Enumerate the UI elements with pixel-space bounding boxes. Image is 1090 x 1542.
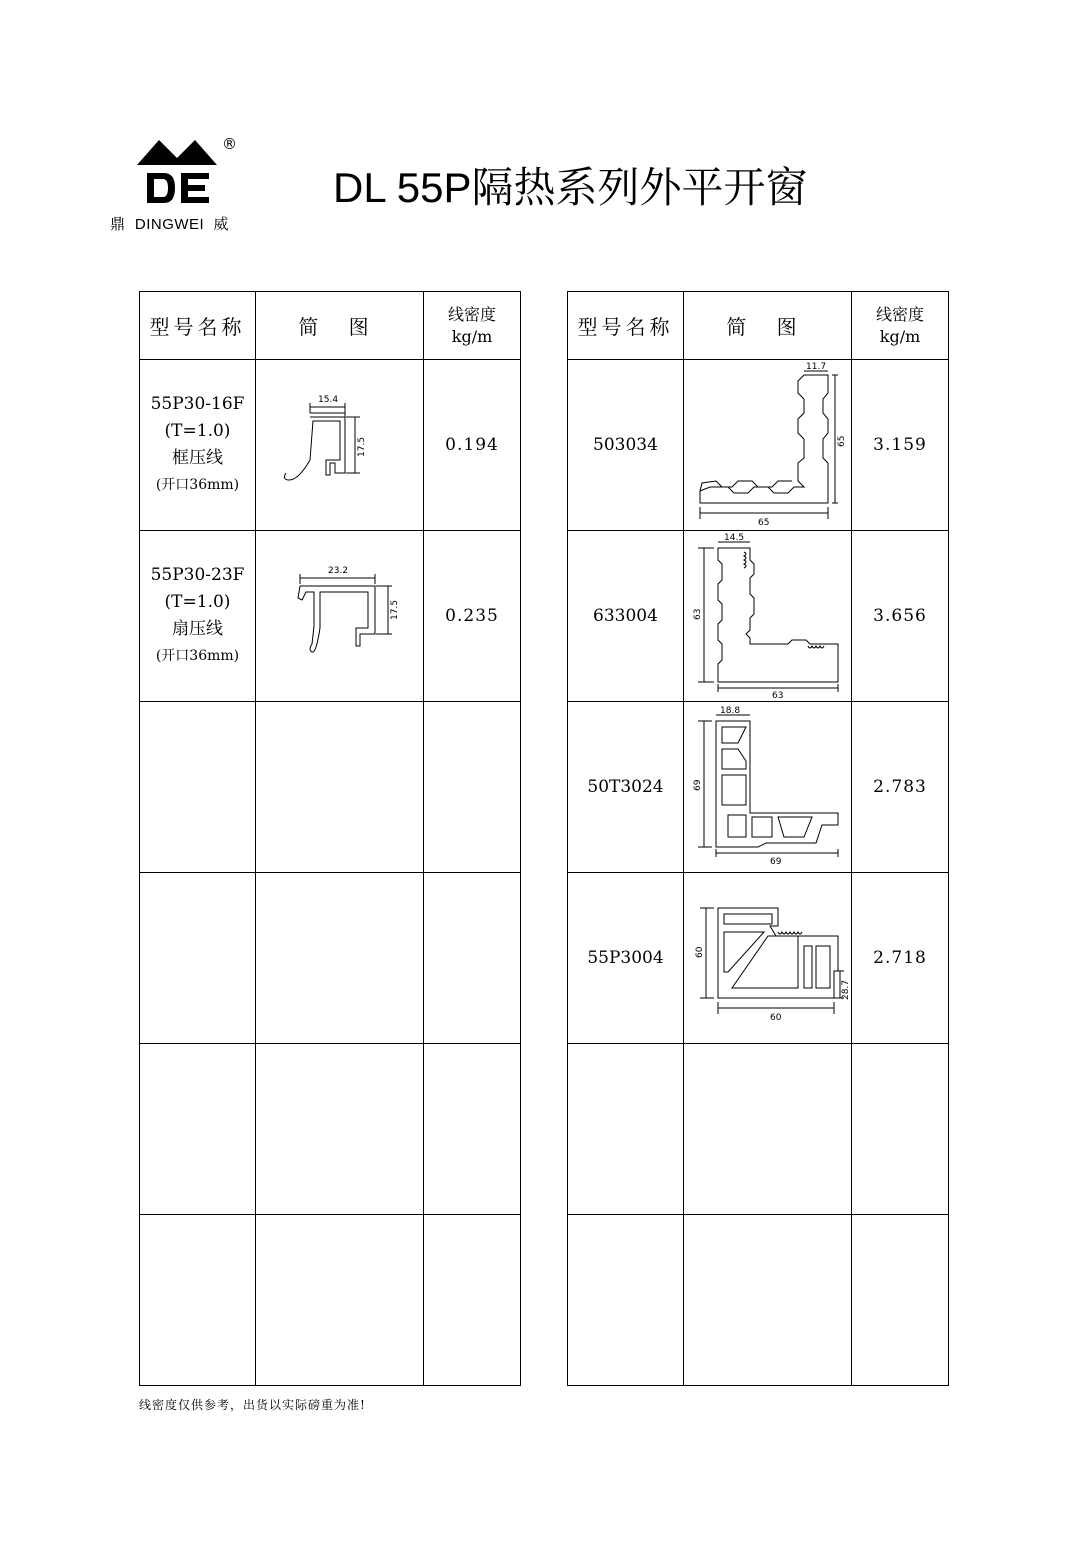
profile-55p3004-drawing (688, 876, 851, 1041)
svg-text:18.8: 18.8 (719, 705, 740, 716)
header-model-name: 型号名称 (140, 292, 256, 360)
profile-633004-drawing (688, 534, 848, 699)
table-row (568, 873, 949, 1044)
model-cell: 503034 (568, 360, 684, 531)
profile-drawing-cell (256, 360, 424, 531)
left-spec-table (139, 291, 521, 1386)
model-cell: 55P3004 (568, 873, 684, 1044)
profile-drawing-cell (256, 1044, 424, 1215)
dingwei-logo-icon (137, 138, 217, 208)
footnote: 线密度仅供参考，出货以实际磅重为准! (139, 1398, 366, 1412)
density-cell: 0.194 (424, 360, 521, 531)
page-title: DL 55P隔热系列外平开窗 (333, 164, 808, 211)
model-cell (140, 1044, 256, 1215)
svg-text:60: 60 (694, 946, 705, 958)
table-row (140, 360, 521, 531)
profile-drawing-cell (684, 873, 852, 1044)
right-spec-table (567, 291, 949, 1386)
table-row (568, 1215, 949, 1386)
density-cell: 3.159 (852, 360, 949, 531)
density-cell: 0.235 (424, 531, 521, 702)
profile-drawing-cell (684, 702, 852, 873)
profile-503034-drawing (688, 363, 848, 528)
svg-text:63: 63 (771, 690, 783, 701)
table-row (568, 531, 949, 702)
svg-text:69: 69 (692, 779, 703, 791)
header-model-name: 型号名称 (568, 292, 684, 360)
model-cell (140, 1215, 256, 1386)
table-row (140, 531, 521, 702)
svg-text:15.4: 15.4 (317, 395, 338, 405)
svg-text:14.5: 14.5 (723, 532, 744, 543)
density-cell (424, 1044, 521, 1215)
model-cell: 50T3024 (568, 702, 684, 873)
profile-drawing-cell (684, 531, 852, 702)
svg-text:17.5: 17.5 (356, 436, 367, 457)
table-row (140, 1044, 521, 1215)
logo-caption: 鼎 DINGWEI 威 (110, 216, 230, 233)
table-row (568, 702, 949, 873)
profile-drawing-cell (684, 1044, 852, 1215)
density-cell: 2.718 (852, 873, 949, 1044)
svg-text:65: 65 (836, 435, 847, 447)
table-header-row (140, 292, 521, 360)
model-cell: 55P30-23F (T=1.0) 扇压线 (开口36mm) (140, 531, 256, 702)
density-cell (852, 1215, 949, 1386)
svg-text:63: 63 (692, 608, 703, 620)
brand-logo (110, 135, 250, 235)
profile-drawing-cell (256, 531, 424, 702)
density-cell (852, 1044, 949, 1215)
header-density: 线密度 kg/m (852, 292, 949, 360)
table-row (140, 702, 521, 873)
header-drawing: 简 图 (684, 292, 852, 360)
table-row (568, 360, 949, 531)
profile-drawing-cell (684, 1215, 852, 1386)
profile-drawing-cell (256, 873, 424, 1044)
profile-drawing-cell (256, 702, 424, 873)
svg-text:11.7: 11.7 (805, 361, 826, 372)
profile-50t3024-drawing (688, 705, 848, 870)
density-cell: 2.783 (852, 702, 949, 873)
model-cell: 55P30-16F (T=1.0) 框压线 (开口36mm) (140, 360, 256, 531)
svg-text:28.7: 28.7 (840, 979, 851, 1000)
svg-text:65: 65 (757, 517, 769, 528)
svg-text:23.2: 23.2 (327, 566, 348, 576)
model-cell (568, 1215, 684, 1386)
svg-text:17.5: 17.5 (389, 599, 400, 620)
svg-text:69: 69 (769, 856, 781, 867)
profile-drawing-cell (684, 360, 852, 531)
profile-drawing-cell (256, 1215, 424, 1386)
model-cell (568, 1044, 684, 1215)
header-drawing: 简 图 (256, 292, 424, 360)
model-cell (140, 873, 256, 1044)
table-row (568, 1044, 949, 1215)
density-cell (424, 702, 521, 873)
profile-55p30-16f-drawing (280, 385, 400, 505)
density-cell: 3.656 (852, 531, 949, 702)
svg-text:60: 60 (769, 1012, 781, 1023)
profile-55p30-23f-drawing (280, 556, 400, 676)
density-cell (424, 873, 521, 1044)
header-density: 线密度 kg/m (424, 292, 521, 360)
model-cell: 633004 (568, 531, 684, 702)
table-row (140, 1215, 521, 1386)
model-cell (140, 702, 256, 873)
registered-mark: ® (222, 135, 237, 153)
table-row (140, 873, 521, 1044)
density-cell (424, 1215, 521, 1386)
table-header-row (568, 292, 949, 360)
